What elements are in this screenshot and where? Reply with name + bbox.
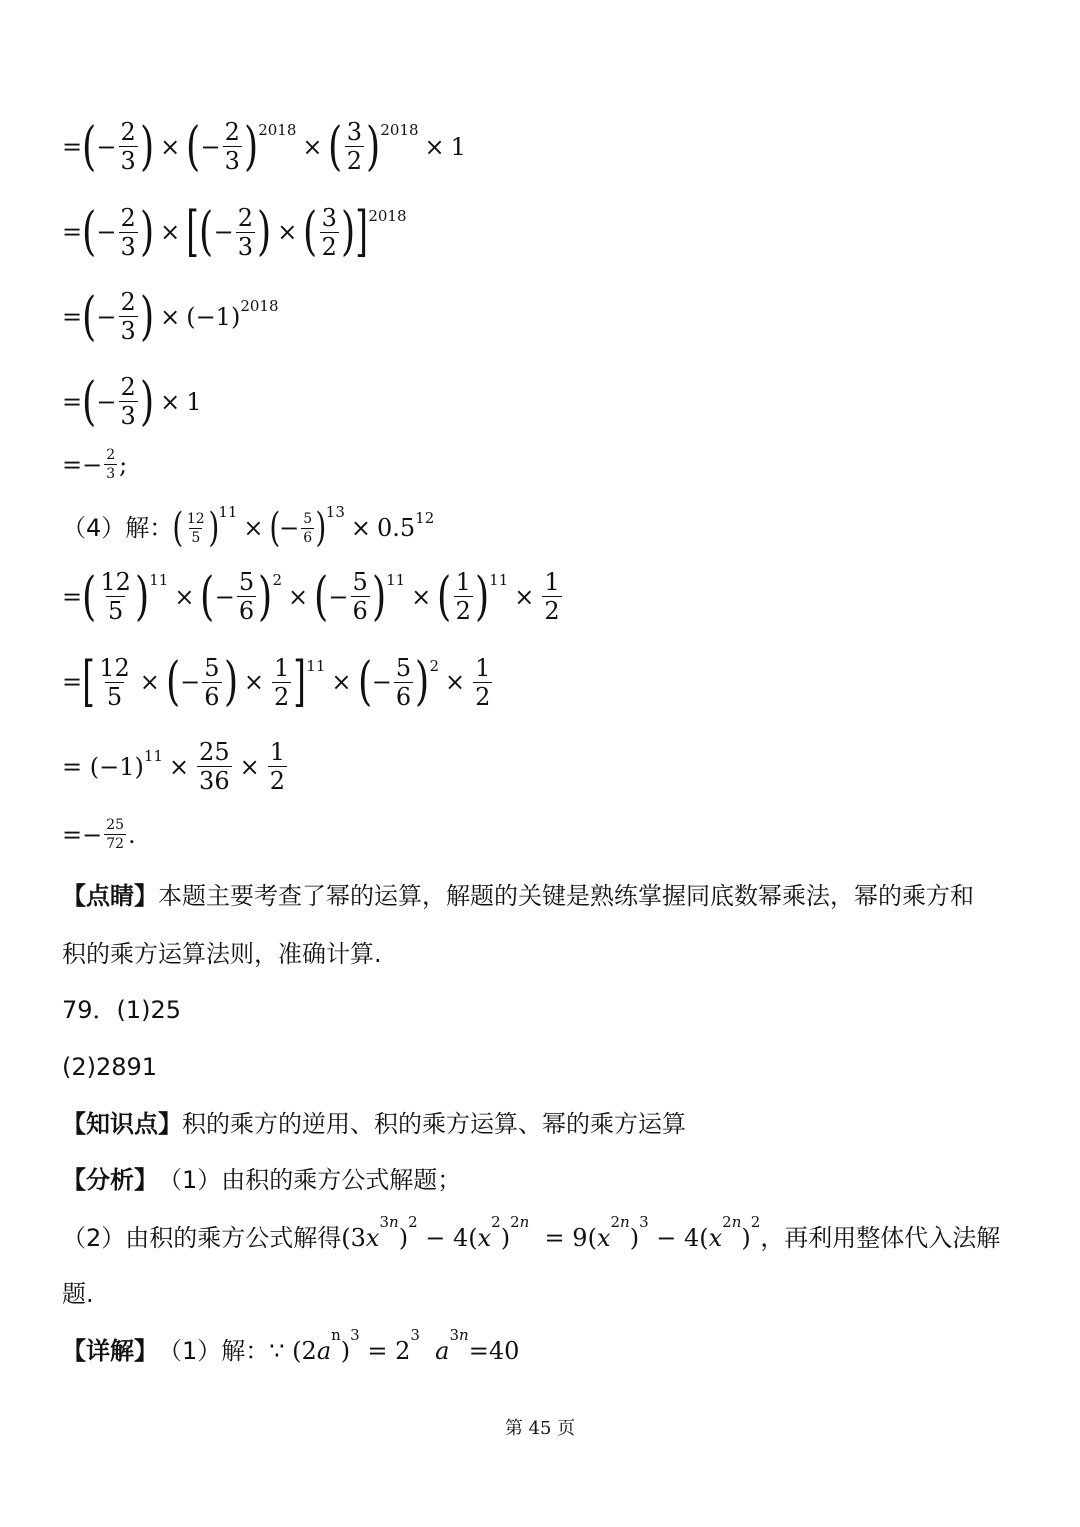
- comment-text-1: 本题主要考查了幂的运算，解题的关键是熟练掌握同底数幂乘法，幂的乘方和: [158, 882, 974, 910]
- fraction: $\frac{2}{3}$: [120, 118, 136, 175]
- math-line-1: = ( − $\frac{2}{3}$ ) × ( − $\frac{2}{3}$ ) 2018 × ( $\frac{3}{2}$ ) 2018 × 1: [62, 116, 466, 177]
- math-line-10: =− $\frac{25}{72}$ .: [62, 817, 136, 852]
- math-line-5: =− $\frac{2}{3}$ ;: [62, 447, 128, 482]
- math-line-9: = (−1) 11 × $\frac{25}{36}$ × $\frac{1}{2}$: [62, 738, 285, 795]
- math-line-8: = [ $\frac{12}{5}$ × ( − $\frac{5}{6}$ ) × $\frac{1}{2}$ ] 11 × ( − $\frac{5}{6}$ ) 2 × $\frac{1}{2}$: [62, 650, 491, 713]
- knowledge-point: 【知识点】 积的乘方的逆用、积的乘方运算、幂的乘方运算: [62, 1110, 686, 1138]
- problem-4-label: （4）解：: [62, 514, 174, 542]
- math-line-3: = ( − $\frac{2}{3}$ ) × (−1) 2018: [62, 286, 279, 347]
- analysis-part-2: （2）由积的乘方公式解得 $(3x^{3n})^2 - 4(x^2)^{2n} = 9(x^{2n})^3 - 4(x^{2n})^2$ ，再利用整体代入法解: [62, 1213, 1001, 1252]
- math-line-7: = ( $\frac{12}{5}$ ) 11 × ( − $\frac{5}{6}$ ) 2 × ( − $\frac{5}{6}$ ) 11 × ( $\frac{1}{2}$ ) 11 × $\frac{1}{2}$: [62, 566, 560, 627]
- math-line-2: = ( − $\frac{2}{3}$ ) × [ ( − $\frac{2}{3}$ ) × ( $\frac{3}{2}$ ) ] 2018: [62, 200, 407, 263]
- question-79: 79．(1)25: [62, 996, 182, 1024]
- comment-text-line-2: 积的乘方运算法则，准确计算.: [62, 940, 382, 968]
- solution: 【详解】 （1）解： ∵ $(2a^n)^3 = 2^3$ $a^{3n}=40$: [62, 1326, 520, 1365]
- comment-title: 【点睛】: [62, 882, 158, 910]
- page-number: 第 45 页: [504, 1418, 576, 1439]
- analysis-part-2-cont: 题.: [62, 1280, 94, 1308]
- analysis: 【分析】 （1）由积的乘方公式解题；: [62, 1166, 462, 1194]
- math-line-4: = ( − $\frac{2}{3}$ ) × 1: [62, 371, 202, 432]
- comment-section: [62, 884, 974, 908]
- question-79-part-2: (2)2891: [62, 1053, 158, 1081]
- problem-4-line: （4）解： ( $\frac{12}{5}$ ) 11 × ( − $\frac{5}{6}$ ) 13 × 0.5 12: [62, 502, 435, 551]
